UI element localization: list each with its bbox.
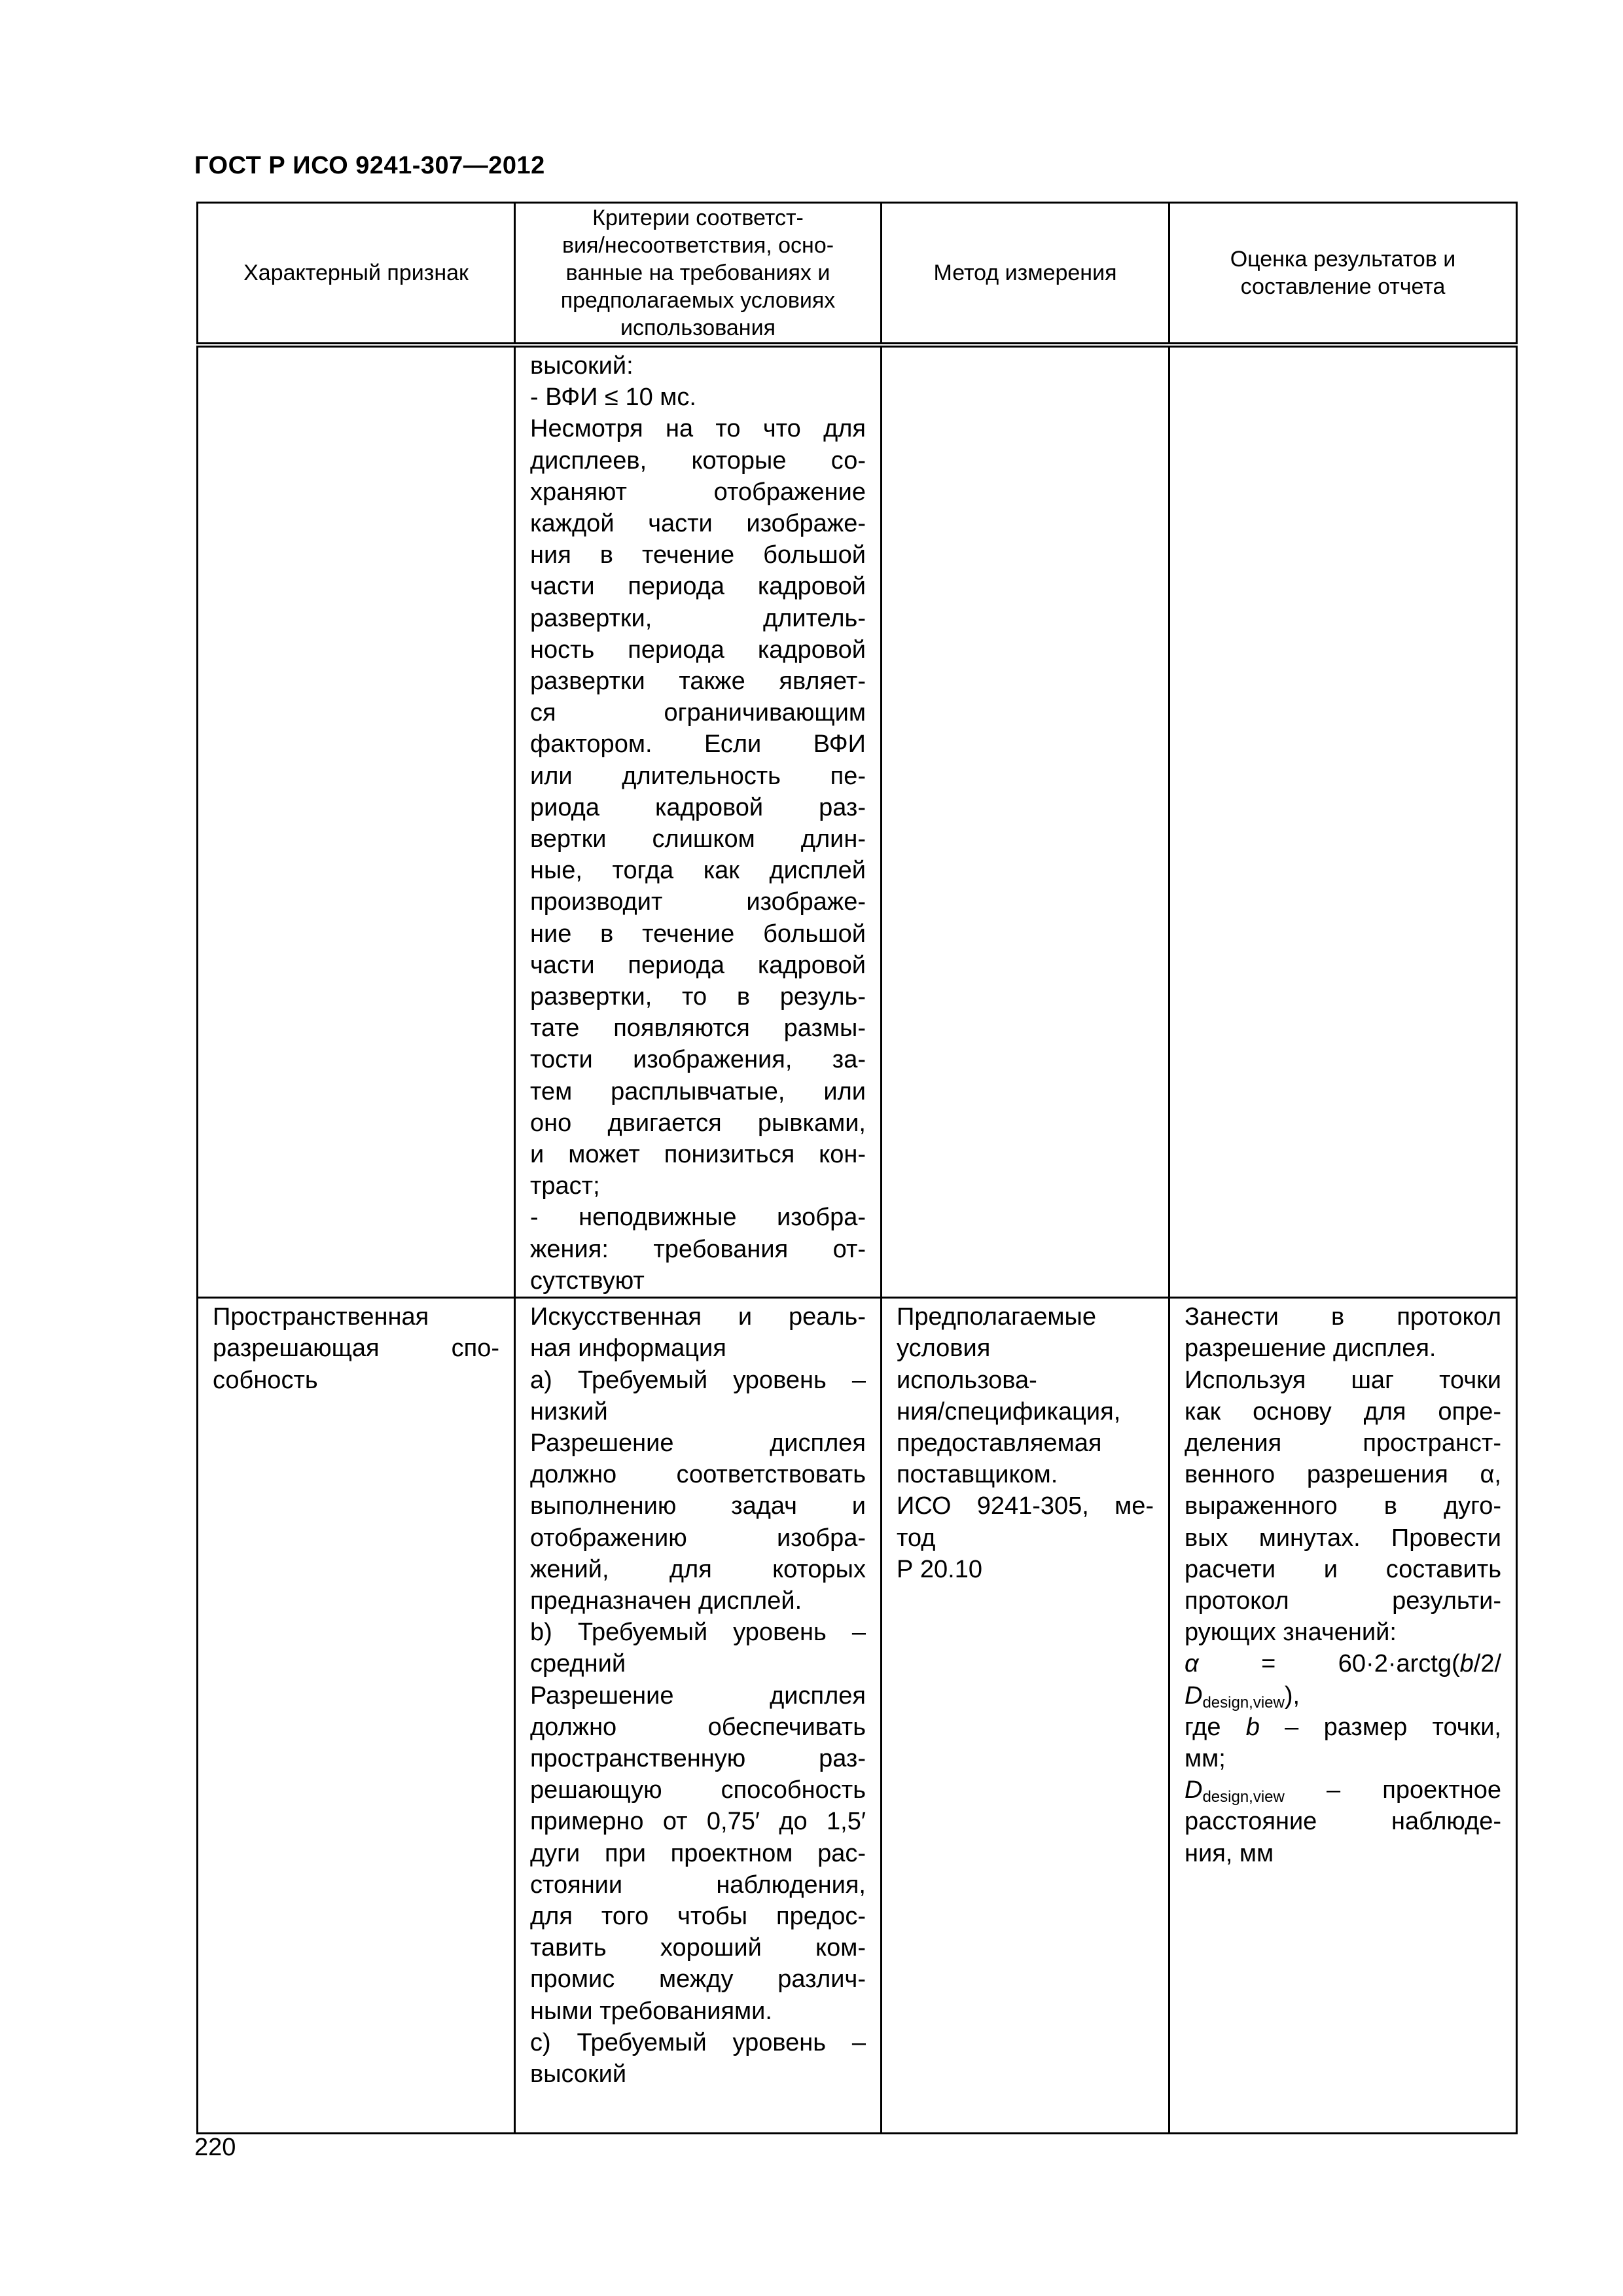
report-line: разрешение дисплея. <box>1185 1335 1436 1363</box>
document-header: ГОСТ Р ИСО 9241-307—2012 <box>194 152 545 179</box>
text-line: ными требованиями. <box>530 1997 772 2025</box>
text-line: ные, тогда как дисплей <box>530 857 866 885</box>
formula-alpha: α <box>1185 1650 1199 1678</box>
text-line: примерно от 0,75′ до 1,5′ <box>530 1808 866 1836</box>
text-line: высокий <box>530 2060 627 2088</box>
formula-expression <box>1338 1650 1501 1677</box>
definition-part: где <box>1185 1713 1246 1741</box>
report-line: рующих значений: <box>1185 1619 1397 1647</box>
report-line: как основу для опре- <box>1185 1397 1501 1426</box>
text-line: ИСО 9241-305, ме- <box>897 1492 1154 1520</box>
page-number: 220 <box>194 2134 236 2161</box>
report-line: расчети и составить <box>1185 1555 1501 1583</box>
text-line: фактором. Если ВФИ <box>530 730 866 759</box>
cell-criteria <box>515 1298 882 2134</box>
text-line: Предполагаемые <box>897 1303 1096 1331</box>
text-line: траст; <box>530 1172 600 1200</box>
text-line: тавить хороший ком- <box>530 1934 866 1962</box>
report-line: деления пространст- <box>1185 1429 1501 1457</box>
text-line: использова- <box>897 1366 1037 1394</box>
text-line: жений, для которых <box>530 1555 866 1583</box>
cell-report <box>1169 345 1517 1298</box>
text-line: - неподвижные изобра- <box>530 1204 866 1232</box>
text-line: высокий: <box>530 352 633 380</box>
column-header-feature: Характерный признак <box>198 203 515 346</box>
text-line: ние в течение большой <box>530 920 866 948</box>
text-line: тем расплывчатые, или <box>530 1077 866 1105</box>
definition-var-b: b <box>1245 1713 1260 1741</box>
formula-part: /2/ <box>1473 1650 1502 1678</box>
header-line: использования <box>620 315 776 340</box>
text-line: тости изображения, за- <box>530 1046 866 1074</box>
text-line: риода кадровой раз- <box>530 793 866 821</box>
text-line: собность <box>213 1366 318 1394</box>
report-line: Занести в протокол <box>1185 1303 1501 1331</box>
report-line: Используя шаг точки <box>1185 1366 1501 1394</box>
criteria-table <box>196 202 1518 2134</box>
text-line: предоставляемая <box>897 1429 1102 1457</box>
definition-line: ния, мм <box>1185 1839 1274 1867</box>
text-line: Разрешение дисплея <box>530 1429 866 1457</box>
text-line: поставщиком. <box>897 1461 1058 1489</box>
formula-var-d: D <box>1185 1681 1203 1710</box>
text-line: или длительность пе- <box>530 762 866 790</box>
cell-method <box>882 345 1169 1298</box>
text-line: пространственную раз- <box>530 1744 866 1772</box>
text-line: Пространственная <box>213 1303 429 1331</box>
formula-line <box>1185 1648 1501 1679</box>
text-line: дисплеев, которые со- <box>530 446 866 475</box>
header-line: вия/несоответствия, осно- <box>562 233 834 258</box>
text-line: решающую способность <box>530 1776 866 1804</box>
cell-feature <box>198 1298 515 2134</box>
text-line: Искусственная и реаль- <box>530 1303 866 1331</box>
text-line: промис между различ- <box>530 1965 866 1994</box>
definition-subscript: design,view <box>1202 1788 1285 1806</box>
header-line: составление отчета <box>1240 274 1446 299</box>
text-line: ная информация <box>530 1335 726 1363</box>
definition-part: – размер точки, <box>1259 1713 1501 1741</box>
text-line: должно соответствовать <box>530 1461 866 1489</box>
text-line: должно обеспечивать <box>530 1713 866 1741</box>
text-line: ность периода кадровой <box>530 636 866 664</box>
text-line: сутствуют <box>530 1266 645 1295</box>
definition-var-d: D <box>1185 1776 1203 1804</box>
text-line: развертки, длитель- <box>530 604 866 632</box>
header-line: ванные на требованиях и <box>565 260 830 285</box>
text-line: ния/спецификация, <box>897 1397 1121 1426</box>
text-line: вертки слишком длин- <box>530 825 866 853</box>
formula-var-b: b <box>1459 1650 1474 1678</box>
column-header-criteria <box>515 203 882 346</box>
column-header-method: Метод измерения <box>882 203 1169 346</box>
text-line: для того чтобы предос- <box>530 1902 866 1930</box>
text-line: части периода кадровой <box>530 951 866 979</box>
definition-line <box>1185 1712 1501 1743</box>
text-line: развертки также являет- <box>530 668 866 696</box>
text-line: тод <box>897 1524 936 1552</box>
text-line: ния в течение большой <box>530 541 866 569</box>
text-line: отображению изобра- <box>530 1524 866 1552</box>
text-line: c) Требуемый уровень – <box>530 2028 866 2056</box>
column-header-report <box>1169 203 1517 346</box>
formula-close: ), <box>1284 1681 1300 1710</box>
definition-line: мм; <box>1185 1744 1226 1772</box>
text-line: части периода кадровой <box>530 573 866 601</box>
text-line: дуги при проектном рас- <box>530 1839 866 1867</box>
text-line: условия <box>897 1335 991 1363</box>
text-line: производит изображе- <box>530 888 866 916</box>
text-line: оно двигается рывками, <box>530 1109 866 1137</box>
table-row <box>198 1298 1517 2134</box>
cell-method <box>882 1298 1169 2134</box>
text-line: - ВФИ ≤ 10 мс. <box>530 384 696 412</box>
text-line: ся ограничивающим <box>530 699 866 727</box>
text-line: стоянии наблюдения, <box>530 1871 866 1899</box>
cell-report <box>1169 1298 1517 2134</box>
header-line: предполагаемых условиях <box>560 288 836 313</box>
text-line: храняют отображение <box>530 478 866 506</box>
table-row <box>198 345 1517 1298</box>
text-line: средний <box>530 1650 626 1678</box>
definition-part: – проектное <box>1284 1776 1501 1804</box>
text-line: каждой части изображе- <box>530 510 866 538</box>
formula-part: 60·2·arctg( <box>1338 1650 1460 1678</box>
report-line: венного разрешения α, <box>1185 1461 1501 1489</box>
text-line: Несмотря на то что для <box>530 415 866 443</box>
text-line: Разрешение дисплея <box>530 1681 866 1710</box>
text-line: низкий <box>530 1397 608 1426</box>
cell-criteria <box>515 345 882 1298</box>
text-line: выполнению задач и <box>530 1492 866 1520</box>
text-line: а) Требуемый уровень – <box>530 1366 866 1394</box>
text-line: и может понизиться кон- <box>530 1141 866 1169</box>
text-line: развертки, то в резуль- <box>530 983 866 1011</box>
header-line: Оценка результатов и <box>1230 247 1456 272</box>
formula-subscript: design,view <box>1202 1693 1285 1712</box>
text-line: разрешающая спо- <box>213 1335 499 1363</box>
report-line: протокол результи- <box>1185 1587 1501 1615</box>
report-line: вых минутах. Провести <box>1185 1524 1501 1552</box>
header-line: Критерии соответст- <box>592 206 804 230</box>
formula-equals: = <box>1261 1650 1276 1678</box>
text-line: предназначен дисплей. <box>530 1587 802 1615</box>
text-line: жения: требования от- <box>530 1235 866 1263</box>
text-line: Р 20.10 <box>897 1555 982 1583</box>
text-line: тате появляются размы- <box>530 1014 866 1043</box>
table-header-row <box>198 203 1517 346</box>
definition-line: расстояние наблюде- <box>1185 1808 1501 1836</box>
cell-feature <box>198 345 515 1298</box>
definition-line <box>1185 1774 1501 1806</box>
text-line: b) Требуемый уровень – <box>530 1619 866 1647</box>
report-line: выраженного в дуго- <box>1185 1492 1501 1520</box>
formula-line <box>1185 1680 1501 1712</box>
